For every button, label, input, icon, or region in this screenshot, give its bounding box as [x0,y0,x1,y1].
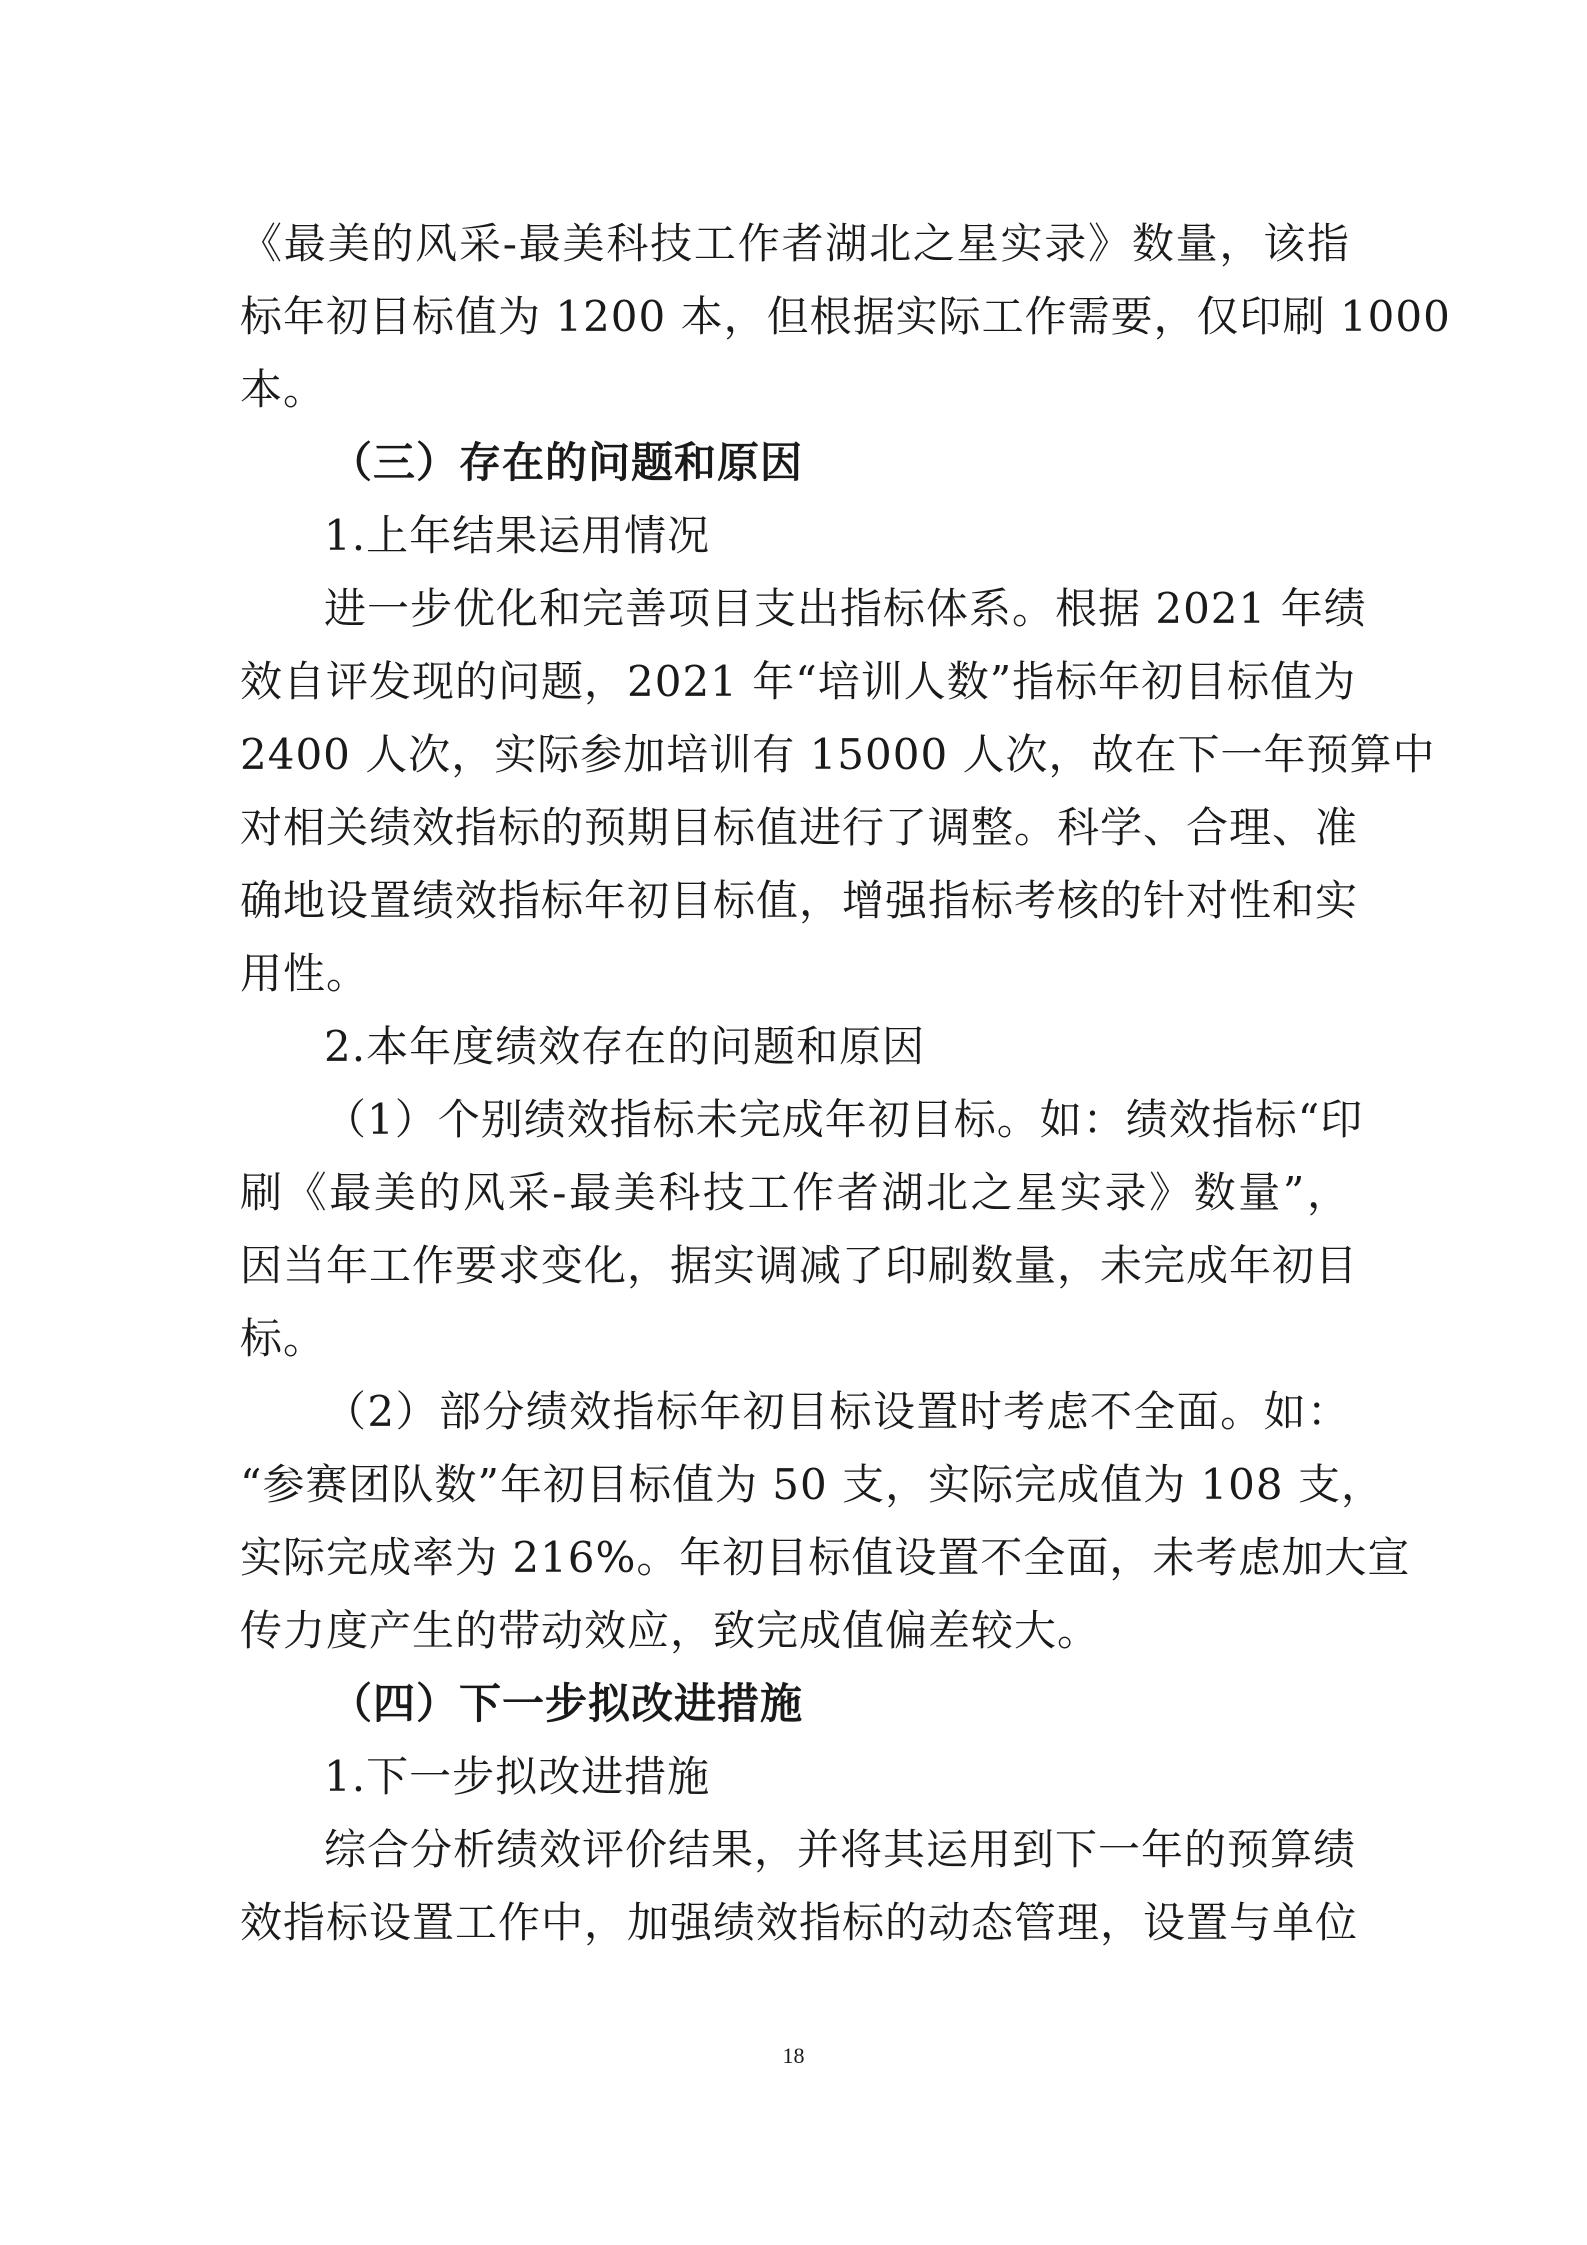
body-text-line: 效自评发现的问题，2021 年“培训人数”指标年初目标值为 [240,657,1357,706]
body-text-line: 确地设置绩效指标年初目标值，增强指标考核的针对性和实 [240,876,1359,925]
body-text-line: 本。 [240,365,327,414]
subsection-title: 1.下一步拟改进措施 [324,1752,711,1801]
body-text-line: 实际完成率为 216%。年初目标值设置不全面，未考虑加大宣 [240,1533,1411,1582]
body-text-line: 用性。 [240,949,370,998]
body-text-line: 《最美的风采-最美科技工作者湖北之星实录》数量，该指 [240,219,1350,268]
subsection-title: 2.本年度绩效存在的问题和原因 [324,1022,926,1071]
body-text-line: 因当年工作要求变化，据实调减了印刷数量，未完成年初目 [240,1241,1359,1290]
subsection-title: 1.上年结果运用情况 [324,511,711,560]
body-text-line: 效指标设置工作中，加强绩效指标的动态管理，设置与单位 [240,1898,1359,1947]
body-text-line: （2）部分绩效指标年初目标设置时考虑不全面。如： [324,1387,1350,1436]
body-text-line: 刷《最美的风采-最美科技工作者湖北之星实录》数量”， [240,1168,1350,1217]
page-number: 18 [782,2043,805,2068]
body-text-line: 标。 [240,1314,327,1363]
body-text-line: 综合分析绩效评价结果，并将其运用到下一年的预算绩 [324,1825,1357,1874]
body-text-line: “参赛团队数”年初目标值为 50 支，实际完成值为 108 支， [240,1460,1384,1509]
body-text-line: （1）个别绩效指标未完成年初目标。如：绩效指标“印 [324,1095,1364,1144]
body-text-line: 对相关绩效指标的预期目标值进行了调整。科学、合理、准 [240,803,1359,852]
body-text-line: 进一步优化和完善项目支出指标体系。根据 2021 年绩 [324,584,1367,633]
body-text-line: 2400 人次，实际参加培训有 15000 人次，故在下一年预算中 [240,730,1436,779]
body-text-line: 标年初目标值为 1200 本，但根据实际工作需要，仅印刷 1000 [240,292,1451,341]
body-text-line: 传力度产生的带动效应，致完成值偏差较大。 [240,1606,1101,1655]
section-heading-4: （四）下一步拟改进措施 [330,1679,804,1728]
section-heading-3: （三）存在的问题和原因 [330,438,804,487]
